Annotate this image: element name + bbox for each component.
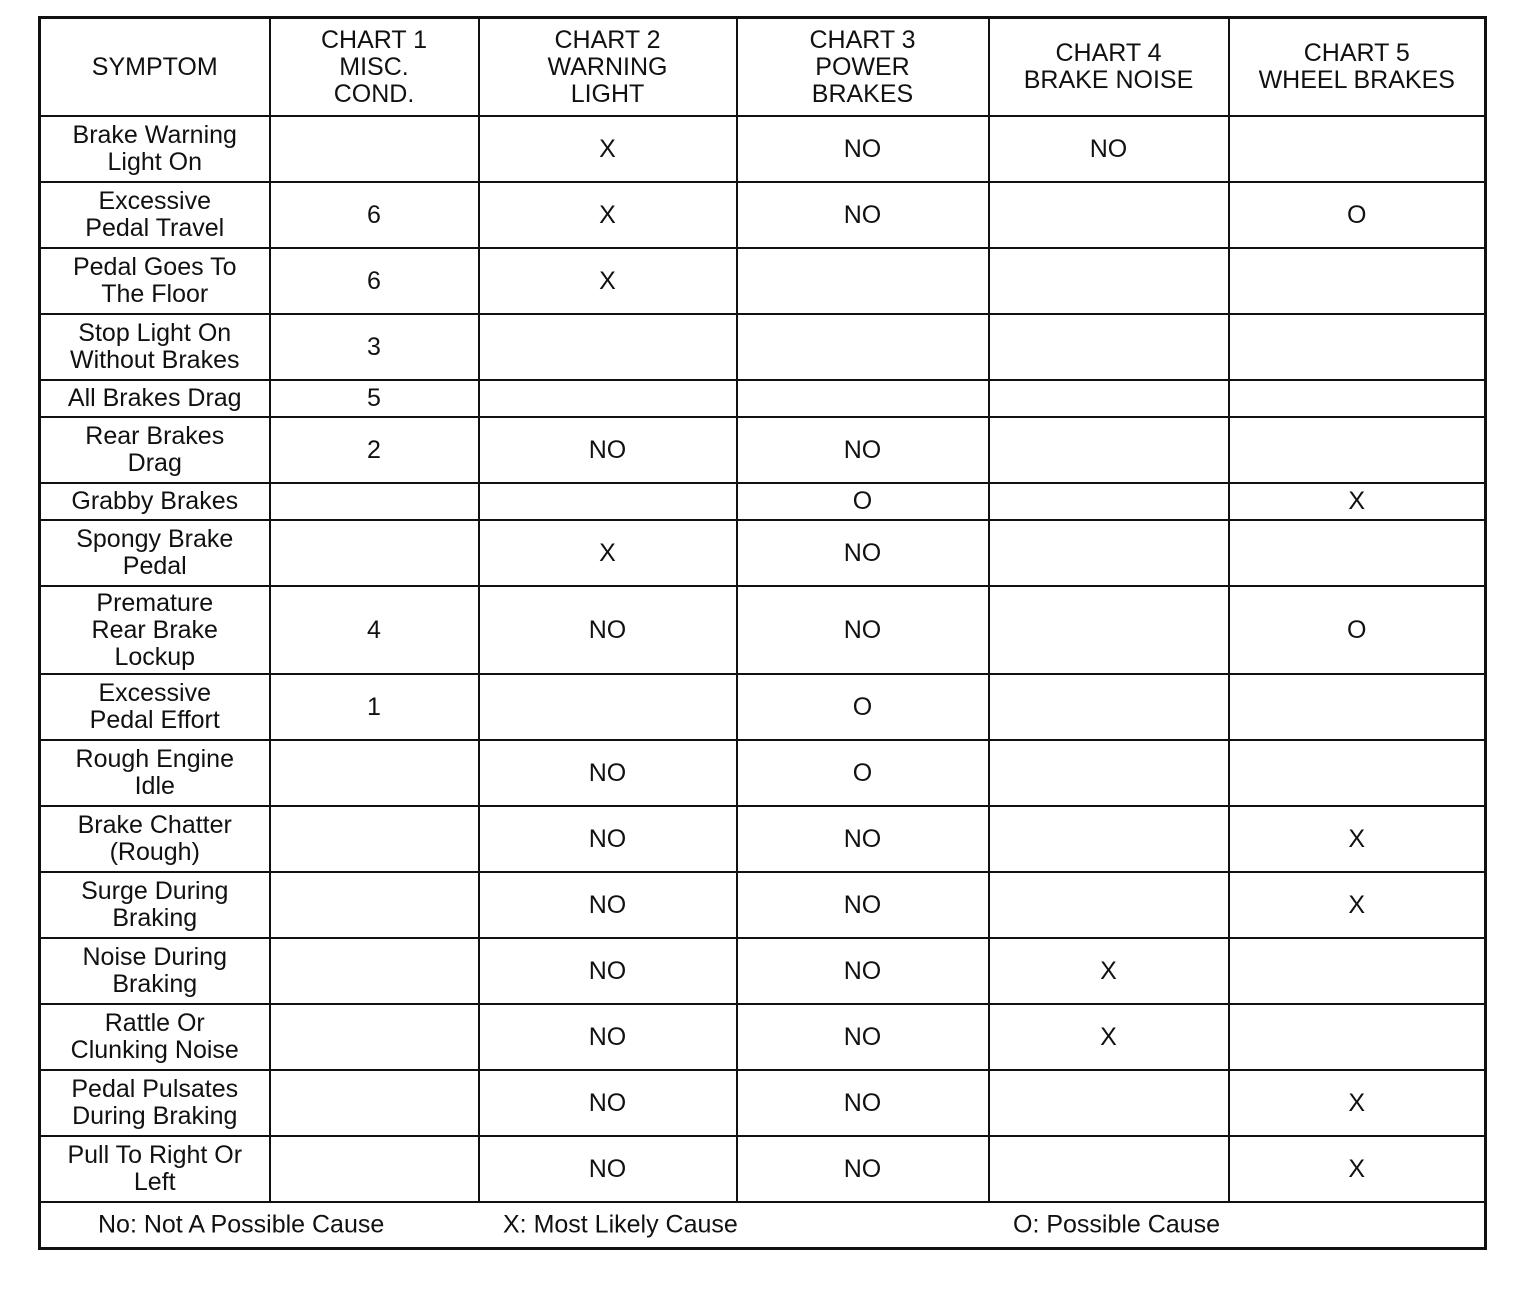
chart-4-cell: X	[989, 938, 1229, 1004]
chart-3-cell	[737, 248, 989, 314]
chart-2-cell	[479, 380, 737, 417]
chart-2-cell: X	[479, 520, 737, 586]
legend	[40, 1202, 1486, 1249]
header-row	[40, 18, 1486, 117]
table-row	[40, 483, 1486, 520]
chart-3-cell: NO	[737, 417, 989, 483]
table-row	[40, 740, 1486, 806]
chart-4-cell	[989, 380, 1229, 417]
symptom-cell: Brake Warning Light On	[40, 116, 270, 182]
table-row	[40, 1070, 1486, 1136]
chart-1-cell	[270, 483, 479, 520]
chart-5-cell	[1229, 1004, 1486, 1070]
chart-2-cell: NO	[479, 586, 737, 674]
chart-5-cell: O	[1229, 586, 1486, 674]
chart-4-cell	[989, 1070, 1229, 1136]
table-row	[40, 248, 1486, 314]
chart-1-cell	[270, 116, 479, 182]
chart-3-cell	[737, 314, 989, 380]
table-row	[40, 872, 1486, 938]
chart-5-cell: X	[1229, 872, 1486, 938]
chart-5-cell	[1229, 248, 1486, 314]
chart-3-cell: NO	[737, 872, 989, 938]
chart-3-cell: NO	[737, 1070, 989, 1136]
chart-3-cell: NO	[737, 586, 989, 674]
symptom-cell: Noise During Braking	[40, 938, 270, 1004]
chart-4-cell	[989, 248, 1229, 314]
chart-4-cell: NO	[989, 116, 1229, 182]
brake-diagnosis-chart	[38, 16, 1487, 1250]
chart-3-cell: NO	[737, 182, 989, 248]
chart-4-cell	[989, 1136, 1229, 1202]
chart-1-cell	[270, 740, 479, 806]
chart-3-cell: NO	[737, 520, 989, 586]
chart-4-cell	[989, 674, 1229, 740]
symptom-cell: Surge During Braking	[40, 872, 270, 938]
header-chart-5: CHART 5 WHEEL BRAKES	[1229, 18, 1486, 117]
chart-2-cell	[479, 674, 737, 740]
chart-3-cell: O	[737, 740, 989, 806]
symptom-cell: All Brakes Drag	[40, 380, 270, 417]
table-row	[40, 938, 1486, 1004]
chart-1-cell: 5	[270, 380, 479, 417]
chart-3-cell: O	[737, 483, 989, 520]
chart-2-cell: X	[479, 116, 737, 182]
chart-1-cell	[270, 1136, 479, 1202]
chart-2-cell: NO	[479, 417, 737, 483]
chart-4-cell	[989, 182, 1229, 248]
chart-2-cell: NO	[479, 872, 737, 938]
chart-4-cell	[989, 872, 1229, 938]
chart-4-cell	[989, 586, 1229, 674]
symptom-cell: Premature Rear Brake Lockup	[40, 586, 270, 674]
chart-2-cell: NO	[479, 806, 737, 872]
chart-1-cell: 1	[270, 674, 479, 740]
chart-5-cell	[1229, 116, 1486, 182]
symptom-cell: Pedal Goes To The Floor	[40, 248, 270, 314]
chart-5-cell	[1229, 674, 1486, 740]
chart-1-cell: 2	[270, 417, 479, 483]
symptom-cell: Grabby Brakes	[40, 483, 270, 520]
chart-3-cell: NO	[737, 1004, 989, 1070]
table-row	[40, 1004, 1486, 1070]
legend-no: No: Not A Possible Cause	[98, 1210, 385, 1239]
table-row	[40, 116, 1486, 182]
chart-1-cell	[270, 938, 479, 1004]
symptom-cell: Pull To Right Or Left	[40, 1136, 270, 1202]
chart-3-cell: O	[737, 674, 989, 740]
table-row	[40, 380, 1486, 417]
chart-5-cell	[1229, 314, 1486, 380]
table-row	[40, 314, 1486, 380]
legend-x: X: Most Likely Cause	[503, 1210, 738, 1239]
chart-3-cell: NO	[737, 1136, 989, 1202]
chart-5-cell: X	[1229, 806, 1486, 872]
chart-5-cell	[1229, 380, 1486, 417]
chart-1-cell	[270, 520, 479, 586]
chart-1-cell	[270, 1004, 479, 1070]
symptom-cell: Excessive Pedal Travel	[40, 182, 270, 248]
chart-2-cell	[479, 314, 737, 380]
chart-1-cell: 6	[270, 248, 479, 314]
chart-2-cell	[479, 483, 737, 520]
table-row	[40, 182, 1486, 248]
chart-2-cell: NO	[479, 740, 737, 806]
symptom-cell: Brake Chatter (Rough)	[40, 806, 270, 872]
chart-1-cell: 3	[270, 314, 479, 380]
table-row	[40, 674, 1486, 740]
legend-o: O: Possible Cause	[1013, 1210, 1221, 1239]
chart-5-cell: X	[1229, 483, 1486, 520]
header-chart-2: CHART 2 WARNING LIGHT	[479, 18, 737, 117]
chart-1-cell	[270, 806, 479, 872]
chart-5-cell	[1229, 520, 1486, 586]
chart-1-cell: 6	[270, 182, 479, 248]
table-row	[40, 586, 1486, 674]
chart-5-cell	[1229, 740, 1486, 806]
symptom-cell: Pedal Pulsates During Braking	[40, 1070, 270, 1136]
header-symptom: SYMPTOM	[40, 18, 270, 117]
symptom-cell: Excessive Pedal Effort	[40, 674, 270, 740]
chart-5-cell	[1229, 417, 1486, 483]
chart-2-cell: NO	[479, 1070, 737, 1136]
table-row	[40, 1136, 1486, 1202]
symptom-cell: Spongy Brake Pedal	[40, 520, 270, 586]
chart-2-cell: NO	[479, 1136, 737, 1202]
chart-5-cell: X	[1229, 1070, 1486, 1136]
symptom-cell: Rattle Or Clunking Noise	[40, 1004, 270, 1070]
header-chart-1: CHART 1 MISC. COND.	[270, 18, 479, 117]
chart-3-cell: NO	[737, 806, 989, 872]
chart-3-cell: NO	[737, 938, 989, 1004]
chart-3-cell	[737, 380, 989, 417]
table-row	[40, 417, 1486, 483]
chart-4-cell	[989, 520, 1229, 586]
chart-4-cell	[989, 483, 1229, 520]
chart-4-cell: X	[989, 1004, 1229, 1070]
chart-5-cell: O	[1229, 182, 1486, 248]
chart-5-cell	[1229, 938, 1486, 1004]
table-row	[40, 520, 1486, 586]
symptom-cell: Rear Brakes Drag	[40, 417, 270, 483]
chart-1-cell	[270, 872, 479, 938]
chart-2-cell: NO	[479, 938, 737, 1004]
chart-1-cell: 4	[270, 586, 479, 674]
table-row	[40, 806, 1486, 872]
chart-5-cell: X	[1229, 1136, 1486, 1202]
legend-row	[40, 1202, 1486, 1249]
header-chart-4: CHART 4 BRAKE NOISE	[989, 18, 1229, 117]
chart-4-cell	[989, 740, 1229, 806]
symptom-cell: Stop Light On Without Brakes	[40, 314, 270, 380]
header-chart-3: CHART 3 POWER BRAKES	[737, 18, 989, 117]
chart-2-cell: NO	[479, 1004, 737, 1070]
chart-4-cell	[989, 806, 1229, 872]
symptom-cell: Rough Engine Idle	[40, 740, 270, 806]
chart-1-cell	[270, 1070, 479, 1136]
chart-2-cell: X	[479, 248, 737, 314]
chart-4-cell	[989, 314, 1229, 380]
chart-3-cell: NO	[737, 116, 989, 182]
chart-4-cell	[989, 417, 1229, 483]
chart-2-cell: X	[479, 182, 737, 248]
